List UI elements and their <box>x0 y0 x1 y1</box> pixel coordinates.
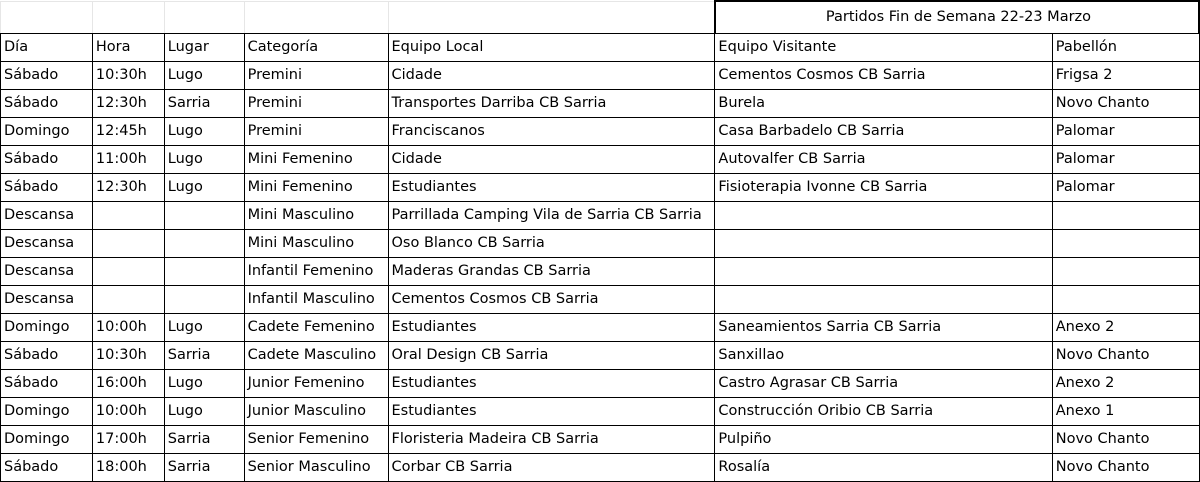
cell-equipo-local[interactable]: Oral Design CB Sarria <box>388 341 715 369</box>
cell-hora[interactable]: 16:00h <box>92 369 164 397</box>
header-cell-lugar[interactable]: Lugar <box>164 33 244 61</box>
table-title[interactable]: Partidos Fin de Semana 22-23 Marzo <box>715 1 1199 33</box>
cell-equipo-visitante[interactable] <box>715 229 1052 257</box>
cell-equipo-local[interactable]: Cidade <box>388 145 715 173</box>
cell-dia[interactable]: Sábado <box>1 453 93 481</box>
table-row <box>1 313 1200 341</box>
cell-categoria[interactable]: Mini Femenino <box>244 145 388 173</box>
cell-equipo-local[interactable]: Estudiantes <box>388 369 715 397</box>
cell-pabellon[interactable]: Anexo 2 <box>1052 313 1199 341</box>
header-row <box>1 33 1200 61</box>
cell-dia[interactable]: Descansa <box>1 285 93 313</box>
cell-hora[interactable]: 10:30h <box>92 61 164 89</box>
cell-lugar[interactable]: Lugo <box>164 173 244 201</box>
cell-lugar[interactable] <box>164 201 244 229</box>
cell-dia[interactable]: Descansa <box>1 257 93 285</box>
cell-equipo-visitante[interactable]: Saneamientos Sarria CB Sarria <box>715 313 1052 341</box>
cell-categoria[interactable]: Mini Femenino <box>244 173 388 201</box>
cell-hora[interactable]: 10:00h <box>92 397 164 425</box>
cell-dia[interactable]: Descansa <box>1 201 93 229</box>
cell-equipo-local[interactable]: Parrillada Camping Vila de Sarria CB Sarria <box>388 201 715 229</box>
cell-categoria[interactable]: Premini <box>244 117 388 145</box>
table-row <box>1 285 1200 313</box>
header-cell-hora[interactable]: Hora <box>92 33 164 61</box>
cell-equipo-visitante[interactable] <box>715 285 1052 313</box>
cell-hora[interactable]: 12:30h <box>92 89 164 117</box>
cell-equipo-local[interactable]: Maderas Grandas CB Sarria <box>388 257 715 285</box>
cell-lugar[interactable]: Sarria <box>164 89 244 117</box>
cell-pabellon[interactable]: Palomar <box>1052 145 1199 173</box>
cell-hora[interactable]: 10:00h <box>92 313 164 341</box>
header-cell-dia[interactable]: Día <box>1 33 93 61</box>
cell-equipo-visitante[interactable]: Sanxillao <box>715 341 1052 369</box>
cell-dia[interactable]: Sábado <box>1 61 93 89</box>
cell-categoria[interactable]: Junior Masculino <box>244 397 388 425</box>
cell-lugar[interactable]: Lugo <box>164 313 244 341</box>
cell-pabellon[interactable]: Anexo 1 <box>1052 397 1199 425</box>
header-cell-equipo-visitante[interactable]: Equipo Visitante <box>715 33 1052 61</box>
table-row <box>1 229 1200 257</box>
table-row <box>1 453 1200 481</box>
cell-equipo-visitante[interactable] <box>715 201 1052 229</box>
table-row <box>1 201 1200 229</box>
cell-categoria[interactable]: Cadete Masculino <box>244 341 388 369</box>
cell-hora[interactable] <box>92 201 164 229</box>
cell-equipo-local[interactable]: Franciscanos <box>388 117 715 145</box>
cell-dia[interactable]: Sábado <box>1 173 93 201</box>
cell-equipo-local[interactable]: Floristeria Madeira CB Sarria <box>388 425 715 453</box>
title-row <box>1 1 1200 33</box>
table-row <box>1 425 1200 453</box>
cell-categoria[interactable]: Premini <box>244 61 388 89</box>
cell-dia[interactable]: Sábado <box>1 341 93 369</box>
cell-equipo-visitante[interactable]: Construcción Oribio CB Sarria <box>715 397 1052 425</box>
cell-equipo-visitante[interactable]: Castro Agrasar CB Sarria <box>715 369 1052 397</box>
table-row <box>1 173 1200 201</box>
cell-pabellon[interactable] <box>1052 229 1199 257</box>
cell-equipo-local[interactable]: Transportes Darriba CB Sarria <box>388 89 715 117</box>
cell-categoria[interactable]: Infantil Masculino <box>244 285 388 313</box>
cell-pabellon[interactable]: Anexo 2 <box>1052 369 1199 397</box>
cell-hora[interactable] <box>92 285 164 313</box>
cell-hora[interactable]: 17:00h <box>92 425 164 453</box>
cell-categoria[interactable]: Premini <box>244 89 388 117</box>
empty-cell[interactable] <box>92 1 164 33</box>
cell-categoria[interactable]: Senior Femenino <box>244 425 388 453</box>
cell-lugar[interactable]: Sarria <box>164 341 244 369</box>
table-row <box>1 341 1200 369</box>
cell-hora[interactable]: 10:30h <box>92 341 164 369</box>
cell-equipo-visitante[interactable]: Burela <box>715 89 1052 117</box>
cell-categoria[interactable]: Junior Femenino <box>244 369 388 397</box>
cell-lugar[interactable]: Lugo <box>164 145 244 173</box>
cell-lugar[interactable] <box>164 229 244 257</box>
cell-hora[interactable] <box>92 257 164 285</box>
header-cell-equipo-local[interactable]: Equipo Local <box>388 33 715 61</box>
cell-dia[interactable]: Descansa <box>1 229 93 257</box>
cell-pabellon[interactable] <box>1052 285 1199 313</box>
cell-pabellon[interactable]: Palomar <box>1052 173 1199 201</box>
cell-lugar[interactable] <box>164 257 244 285</box>
cell-lugar[interactable]: Lugo <box>164 369 244 397</box>
cell-equipo-local[interactable]: Estudiantes <box>388 397 715 425</box>
cell-pabellon[interactable] <box>1052 201 1199 229</box>
table-row <box>1 117 1200 145</box>
empty-cell[interactable] <box>388 1 715 33</box>
cell-pabellon[interactable] <box>1052 257 1199 285</box>
cell-categoria[interactable]: Infantil Femenino <box>244 257 388 285</box>
table-row <box>1 61 1200 89</box>
cell-equipo-visitante[interactable]: Autovalfer CB Sarria <box>715 145 1052 173</box>
cell-dia[interactable]: Domingo <box>1 117 93 145</box>
cell-equipo-local[interactable]: Corbar CB Sarria <box>388 453 715 481</box>
cell-dia[interactable]: Sábado <box>1 369 93 397</box>
table-row <box>1 369 1200 397</box>
cell-lugar[interactable]: Lugo <box>164 61 244 89</box>
cell-equipo-visitante[interactable]: Pulpiño <box>715 425 1052 453</box>
empty-cell[interactable] <box>244 1 388 33</box>
cell-equipo-local[interactable]: Cidade <box>388 61 715 89</box>
cell-pabellon[interactable]: Novo Chanto <box>1052 425 1199 453</box>
cell-lugar[interactable]: Lugo <box>164 117 244 145</box>
cell-categoria[interactable]: Mini Masculino <box>244 229 388 257</box>
cell-dia[interactable]: Domingo <box>1 397 93 425</box>
cell-lugar[interactable]: Sarria <box>164 453 244 481</box>
cell-equipo-local[interactable]: Estudiantes <box>388 313 715 341</box>
cell-categoria[interactable]: Mini Masculino <box>244 201 388 229</box>
cell-equipo-visitante[interactable]: Fisioterapia Ivonne CB Sarria <box>715 173 1052 201</box>
cell-hora[interactable]: 12:45h <box>92 117 164 145</box>
cell-dia[interactable]: Domingo <box>1 425 93 453</box>
cell-pabellon[interactable]: Novo Chanto <box>1052 89 1199 117</box>
header-cell-pabellon[interactable]: Pabellón <box>1052 33 1199 61</box>
cell-equipo-visitante[interactable]: Rosalía <box>715 453 1052 481</box>
cell-equipo-local[interactable]: Oso Blanco CB Sarria <box>388 229 715 257</box>
table-row <box>1 145 1200 173</box>
cell-categoria[interactable]: Senior Masculino <box>244 453 388 481</box>
cell-pabellon[interactable]: Frigsa 2 <box>1052 61 1199 89</box>
cell-dia[interactable]: Sábado <box>1 89 93 117</box>
table-row <box>1 397 1200 425</box>
cell-equipo-local[interactable]: Estudiantes <box>388 173 715 201</box>
table-row <box>1 257 1200 285</box>
header-cell-categoria[interactable]: Categoría <box>244 33 388 61</box>
empty-cell[interactable] <box>164 1 244 33</box>
cell-pabellon[interactable]: Novo Chanto <box>1052 341 1199 369</box>
cell-hora[interactable]: 18:00h <box>92 453 164 481</box>
cell-equipo-local[interactable]: Cementos Cosmos CB Sarria <box>388 285 715 313</box>
cell-lugar[interactable]: Sarria <box>164 425 244 453</box>
table-row <box>1 89 1200 117</box>
cell-pabellon[interactable]: Novo Chanto <box>1052 453 1199 481</box>
cell-hora[interactable] <box>92 229 164 257</box>
cell-equipo-visitante[interactable] <box>715 257 1052 285</box>
cell-dia[interactable]: Domingo <box>1 313 93 341</box>
cell-hora[interactable]: 12:30h <box>92 173 164 201</box>
cell-equipo-visitante[interactable]: Casa Barbadelo CB Sarria <box>715 117 1052 145</box>
cell-lugar[interactable]: Lugo <box>164 397 244 425</box>
cell-equipo-visitante[interactable]: Cementos Cosmos CB Sarria <box>715 61 1052 89</box>
cell-hora[interactable]: 11:00h <box>92 145 164 173</box>
cell-pabellon[interactable]: Palomar <box>1052 117 1199 145</box>
empty-cell[interactable] <box>1 1 93 33</box>
cell-dia[interactable]: Sábado <box>1 145 93 173</box>
cell-categoria[interactable]: Cadete Femenino <box>244 313 388 341</box>
cell-lugar[interactable] <box>164 285 244 313</box>
